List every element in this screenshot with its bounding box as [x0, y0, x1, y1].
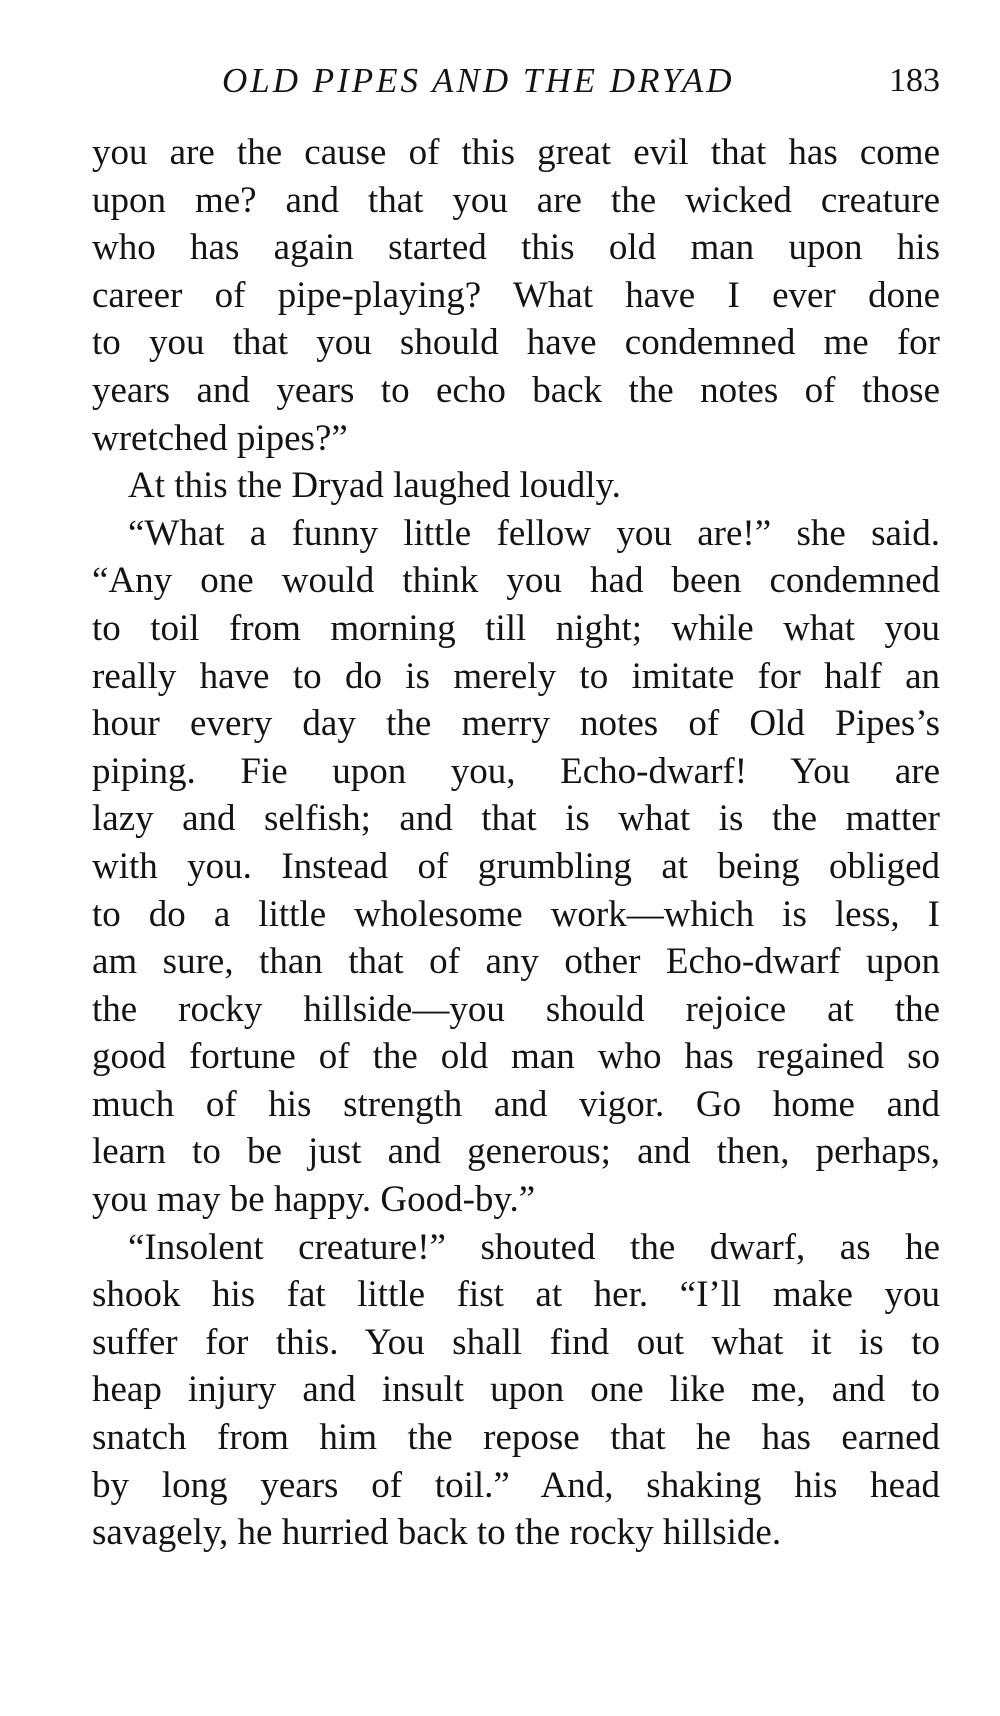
text-line: am sure, than that of any other Echo-dwarf upon: [92, 941, 940, 983]
text-line: “Any one would think you had been condemned: [92, 560, 940, 602]
body-text: [92, 129, 940, 1557]
text-line: wretched pipes?”: [92, 417, 348, 459]
text-line: hour every day the merry notes of Old Pipes’s: [92, 703, 940, 745]
running-header: [92, 56, 940, 106]
paragraph-first-line: “What a funny little fellow you are!” she said.: [128, 512, 940, 554]
text-line: shook his fat little fist at her. “I’ll make you: [92, 1274, 940, 1316]
paragraph-first-line: At this the Dryad laughed loudly.: [128, 465, 621, 507]
text-line: lazy and selfish; and that is what is the matter: [92, 798, 940, 840]
text-line: with you. Instead of grumbling at being obliged: [92, 845, 940, 887]
page-number: 183: [889, 62, 940, 99]
text-line: by long years of toil.” And, shaking his head: [92, 1464, 940, 1506]
text-line: you may be happy. Good-by.”: [92, 1179, 536, 1221]
paragraph-first-line: “Insolent creature!” shouted the dwarf, as he: [128, 1226, 940, 1268]
text-line: much of his strength and vigor. Go home and: [92, 1083, 940, 1125]
text-line: to you that you should have condemned me for: [92, 322, 940, 364]
text-line: career of pipe-playing? What have I ever done: [92, 274, 940, 316]
text-line: upon me? and that you are the wicked creature: [92, 179, 940, 221]
text-line: piping. Fie upon you, Echo-dwarf! You are: [92, 750, 940, 792]
text-line: the rocky hillside—you should rejoice at the: [92, 988, 940, 1030]
text-line: who has again started this old man upon his: [92, 227, 940, 269]
running-title: OLD PIPES AND THE DRYAD: [222, 61, 735, 100]
text-line: years and years to echo back the notes of those: [92, 369, 940, 411]
text-line: good fortune of the old man who has regained so: [92, 1036, 940, 1078]
text-line: learn to be just and generous; and then, perhaps,: [92, 1131, 940, 1173]
text-line: snatch from him the repose that he has earned: [92, 1417, 940, 1459]
text-line: suffer for this. You shall find out what it is to: [92, 1321, 940, 1363]
text-line: to do a little wholesome work—which is less, I: [92, 893, 940, 935]
text-line: savagely, he hurried back to the rocky hillside.: [92, 1512, 782, 1554]
text-line: heap injury and insult upon one like me, and to: [92, 1369, 940, 1411]
text-line: to toil from morning till night; while what you: [92, 607, 940, 649]
text-line: you are the cause of this great evil that has come: [92, 132, 940, 173]
text-line: really have to do is merely to imitate for half an: [92, 655, 940, 697]
